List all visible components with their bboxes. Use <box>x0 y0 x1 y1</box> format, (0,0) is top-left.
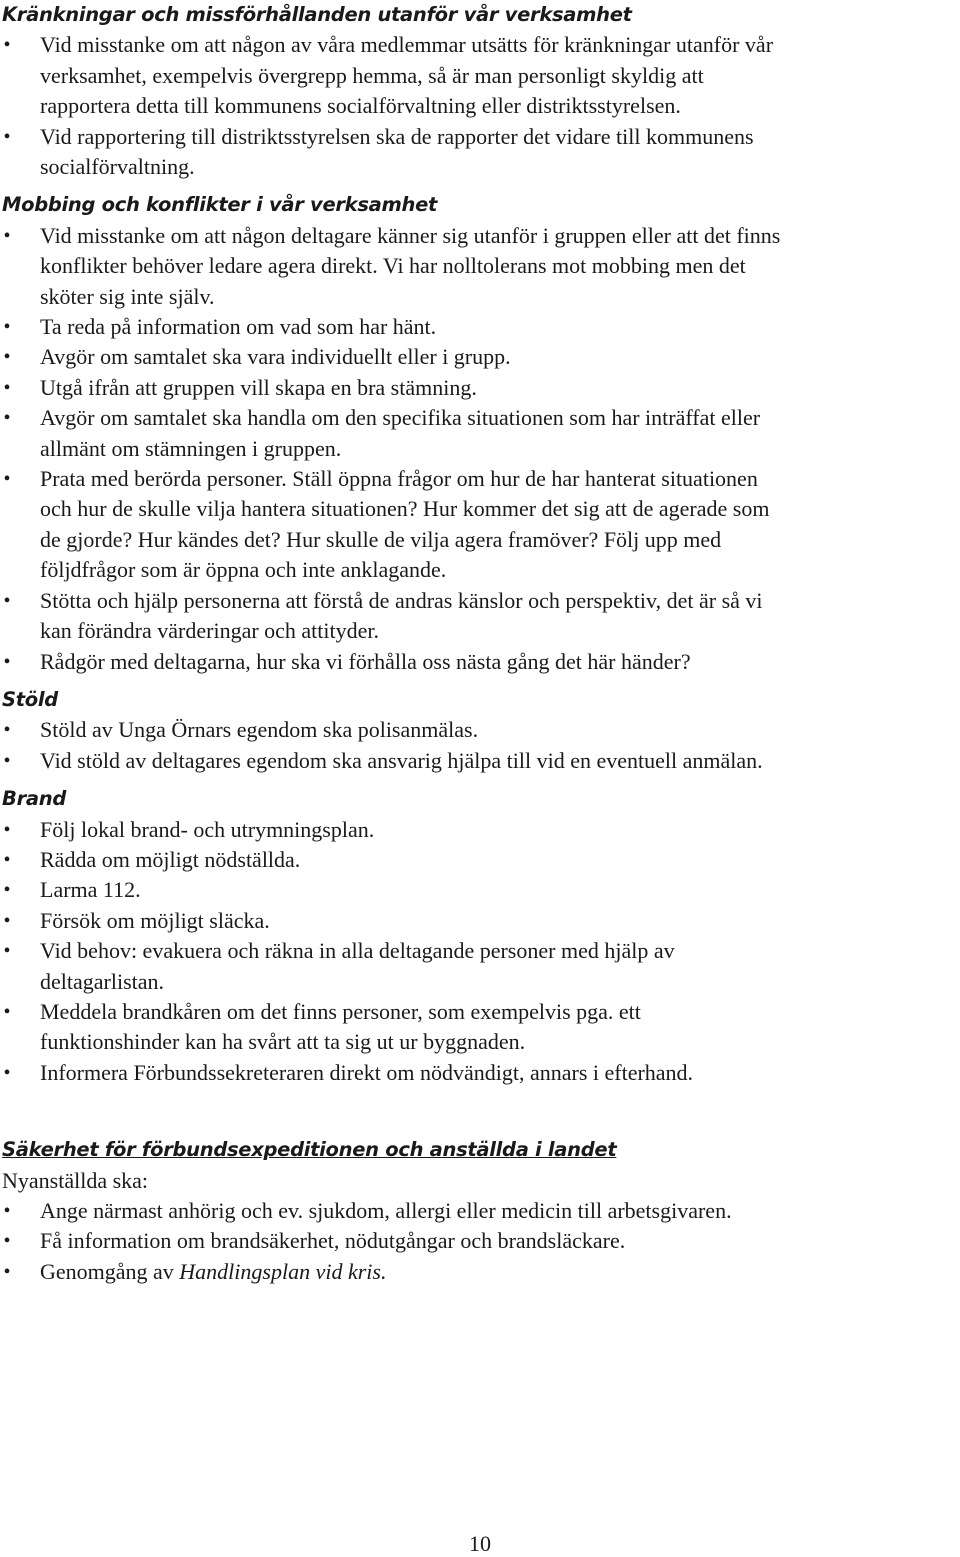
page-number: 10 <box>469 1531 491 1556</box>
bullet-icon: • <box>3 1061 11 1084</box>
list-item <box>2 936 958 997</box>
list-item-line: följdfrågor som är öppna och inte anklagande. <box>40 557 447 583</box>
list-item <box>2 845 958 875</box>
bullet-icon: • <box>3 224 11 247</box>
list-item-line: verksamhet, exempelvis övergrepp hemma, så är man personligt skyldig att <box>40 62 704 88</box>
section-krankningar <box>2 0 958 182</box>
list-item-line: Informera Förbundssekreteraren direkt om nödvändigt, annars i efterhand. <box>40 1059 694 1085</box>
list-item-line: de gjorde? Hur kändes det? Hur skulle de vilja agera framöver? Följ upp med <box>40 526 722 552</box>
list-item-line-prefix: Genomgång av <box>40 1258 180 1284</box>
bullet-icon: • <box>3 1230 11 1253</box>
list-item <box>2 1257 958 1287</box>
list-item-line: Rädda om möjligt nödställda. <box>40 846 301 872</box>
bullet-icon: • <box>3 468 11 491</box>
list-item-line: Vid misstanke om att någon av våra medlemmar utsätts för kränkningar utanför vår <box>40 32 774 58</box>
bullet-icon: • <box>3 848 11 871</box>
list-item-line: Larma 112. <box>40 877 141 903</box>
list-item <box>2 373 958 403</box>
list-item-line: Vid rapportering till distriktsstyrelsen ska de rapporter det vidare till kommunens <box>40 123 754 149</box>
section-heading-mobbing: Mobbing och konflikter i vår verksamhet <box>2 193 438 217</box>
section-heading-sakerhet: Säkerhet för förbundsexpeditionen och anställda i landet <box>2 1138 617 1162</box>
list-item <box>2 586 958 647</box>
bullet-icon: • <box>3 719 11 742</box>
list-item <box>2 997 958 1058</box>
list-item-line: Vid behov: evakuera och räkna in alla deltagande personer med hjälp av <box>40 938 675 964</box>
bullet-icon: • <box>3 1199 11 1222</box>
section-heading-krankningar: Kränkningar och missförhållanden utanför vår verksamhet <box>2 3 632 26</box>
bullet-icon: • <box>3 818 11 841</box>
bullet-icon: • <box>3 589 11 612</box>
list-item <box>2 875 958 905</box>
bullet-list-stold <box>2 715 958 776</box>
list-item-line: och hur de skulle vilja hantera situationen? Hur kommer det sig att de agerade som <box>40 496 770 522</box>
bullet-icon: • <box>3 125 11 148</box>
section-heading-brand: Brand <box>2 787 66 811</box>
list-item <box>2 815 958 845</box>
bullet-icon: • <box>3 940 11 963</box>
list-item-line: rapportera detta till kommunens socialförvaltning eller distriktsstyrelsen. <box>40 93 681 119</box>
list-item-line: deltagarlistan. <box>40 968 165 994</box>
list-item <box>2 647 958 677</box>
list-item-line: Avgör om samtalet ska vara individuellt eller i grupp. <box>40 344 511 370</box>
list-item-line: Vid stöld av deltagares egendom ska ansvarig hjälpa till vid en eventuell anmälan. <box>40 747 763 773</box>
section-mobbing <box>2 190 958 676</box>
list-item-line: Prata med berörda personer. Ställ öppna frågor om hur de har hanterat situationen <box>40 466 758 492</box>
bullet-list-krankningar <box>2 30 958 182</box>
list-item-line: Ta reda på information om vad som har hänt. <box>40 314 437 340</box>
list-item-line: sköter sig inte själv. <box>40 283 215 309</box>
bullet-icon: • <box>3 1000 11 1023</box>
list-item <box>2 1196 958 1226</box>
bullet-list-mobbing <box>2 221 958 677</box>
list-item <box>2 464 958 586</box>
list-item-line: konflikter behöver ledare agera direkt. Vi har nolltolerans mot mobbing men det <box>40 253 746 279</box>
list-item <box>2 715 958 745</box>
list-item-line: Ange närmast anhörig och ev. sjukdom, allergi eller medicin till arbetsgivaren. <box>40 1197 732 1223</box>
document-reference: Handlingsplan vid kris. <box>179 1258 387 1284</box>
list-item <box>2 122 958 183</box>
bullet-list-brand <box>2 815 958 1089</box>
list-item <box>2 30 958 121</box>
list-item <box>2 906 958 936</box>
list-item <box>2 312 958 342</box>
list-item-line: Försök om möjligt släcka. <box>40 907 270 933</box>
bullet-list-sakerhet <box>2 1196 958 1287</box>
bullet-icon: • <box>3 909 11 932</box>
bullet-icon: • <box>3 879 11 902</box>
list-item-line: Rådgör med deltagarna, hur ska vi förhålla oss nästa gång det här händer? <box>40 648 691 674</box>
bullet-icon: • <box>3 407 11 430</box>
list-item <box>2 221 958 312</box>
list-item <box>2 1226 958 1256</box>
bullet-icon: • <box>3 749 11 772</box>
bullet-icon: • <box>3 316 11 339</box>
list-item-line: Få information om brandsäkerhet, nödutgångar och brandsläckare. <box>40 1228 626 1254</box>
list-item-line: kan förändra värderingar och attityder. <box>40 618 380 644</box>
list-item <box>2 403 958 464</box>
document-page <box>2 0 958 1287</box>
section-sakerhet <box>2 1135 958 1287</box>
bullet-icon: • <box>3 376 11 399</box>
bullet-icon: • <box>3 34 11 57</box>
list-item-line: funktionshinder kan ha svårt att ta sig ut ur byggnaden. <box>40 1029 526 1055</box>
list-item <box>2 1058 958 1088</box>
list-item <box>2 746 958 776</box>
list-item-line: Vid misstanke om att någon deltagare känner sig utanför i gruppen eller att det finns <box>40 222 781 248</box>
bullet-icon: • <box>3 346 11 369</box>
list-item-line: Utgå ifrån att gruppen vill skapa en bra stämning. <box>40 374 477 400</box>
list-item-line: Stötta och hjälp personerna att förstå de andras känslor och perspektiv, det är så vi <box>40 587 763 613</box>
bullet-icon: • <box>3 650 11 673</box>
section-heading-stold: Stöld <box>2 687 58 711</box>
bullet-icon: • <box>3 1260 11 1283</box>
list-item-line: socialförvaltning. <box>40 154 195 180</box>
section-brand <box>2 784 958 1088</box>
section-stold <box>2 685 958 776</box>
list-item-line: Avgör om samtalet ska handla om den specifika situationen som har inträffat eller <box>40 405 761 431</box>
list-item <box>2 342 958 372</box>
list-item-line: Stöld av Unga Örnars egendom ska polisanmälas. <box>40 717 479 743</box>
list-item-line: Meddela brandkåren om det finns personer, som exempelvis pga. ett <box>40 998 641 1024</box>
list-item-line: allmänt om stämningen i gruppen. <box>40 435 342 461</box>
section-intro-sakerhet: Nyanställda ska: <box>2 1167 149 1193</box>
list-item-line: Följ lokal brand- och utrymningsplan. <box>40 816 375 842</box>
